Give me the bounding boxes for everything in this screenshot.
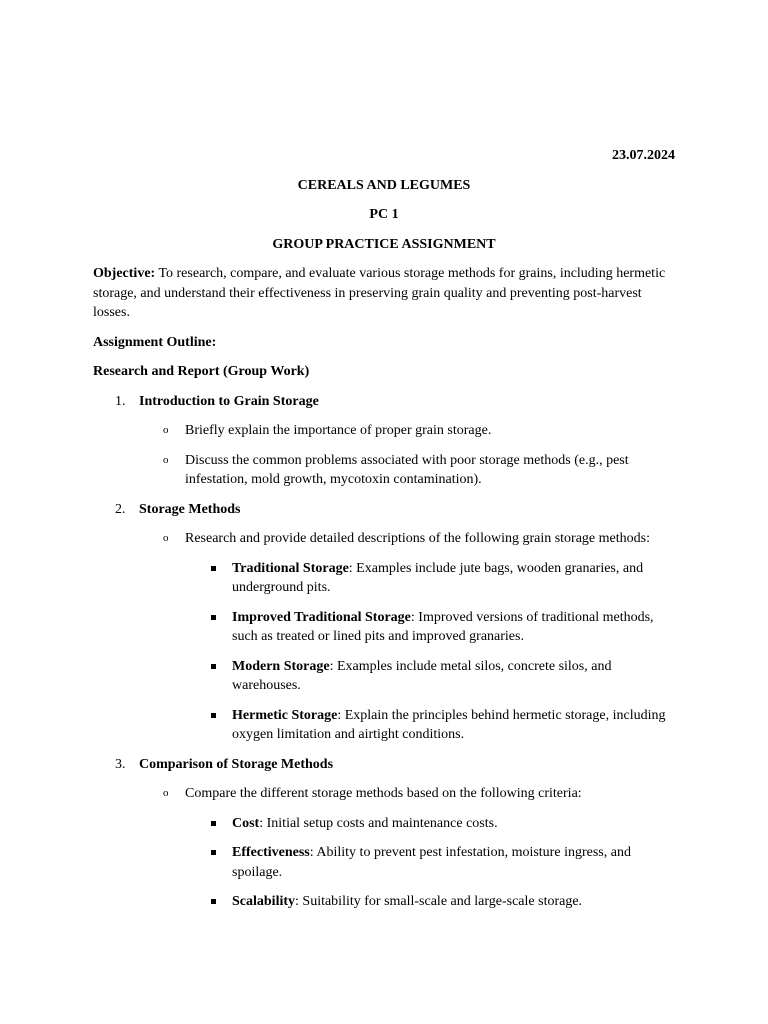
sub-item-term: Improved Traditional Storage [232,609,411,625]
filled-square-bullet-icon [211,615,216,620]
objective-text: To research, compare, and evaluate various storage methods for grains, including hermetic storage, and understand their effectiveness in preserving grain quality and preventing post-harvest losses. [93,266,666,320]
filled-square-bullet-icon [211,899,216,904]
bullet-text: Compare the different storage methods based on the following criteria: [185,786,582,801]
sub-item-text: : Improved versions of traditional methods, such as treated or lined pits and improved granaries. [232,609,654,644]
sub-list-item [93,559,675,598]
hollow-circle-bullet-icon: o [163,532,169,544]
sub-item-text: : Suitability for small-scale and large-scale storage. [295,894,583,909]
section-number: 1. [115,393,126,409]
hollow-circle-bullet-icon: o [163,453,169,466]
sub-item-text: : Explain the principles behind hermetic storage, including oxygen limitation and airtight conditions. [232,707,666,742]
sub-item-text: : Initial setup costs and maintenance costs. [259,815,498,831]
section-1-heading [93,392,675,412]
bullet-text: Research and provide detailed descriptions of the following grain storage methods: [185,531,650,546]
sub-item-term: Effectiveness [232,845,310,860]
section-2-heading [93,500,675,520]
section-title: Storage Methods [139,501,241,517]
filled-square-bullet-icon [211,821,216,826]
course-code: PC 1 [369,207,399,222]
section-number: 2. [115,501,126,517]
sub-item-term: Modern Storage [232,658,330,674]
list-item [93,784,675,804]
section-3-heading [93,755,675,775]
objective-paragraph [93,264,675,323]
sub-item-text: : Examples include jute bags, wooden granaries, and underground pits. [232,560,644,595]
document-page [93,146,675,922]
filled-square-bullet-icon [211,566,216,571]
section-title: Introduction to Grain Storage [139,393,319,409]
list-item [93,421,675,441]
sub-item-term: Cost [232,815,260,831]
sub-list-item [93,706,675,745]
sub-list-item [93,892,675,912]
sub-item-term: Traditional Storage [232,560,349,576]
sub-list-item [93,657,675,696]
sub-item-text: : Examples include metal silos, concrete silos, and warehouses. [232,658,612,693]
bullet-text: Discuss the common problems associated with poor storage methods (e.g., pest infestation, mold growth, mycotoxin contamination). [185,452,629,487]
document-date: 23.07.2024 [612,148,675,163]
assignment-title: GROUP PRACTICE ASSIGNMENT [272,236,496,252]
sub-item-term: Scalability [232,894,296,909]
section-number: 3. [115,756,126,772]
research-heading: Research and Report (Group Work) [93,364,310,379]
sub-item-text: : Ability to prevent pest infestation, moisture ingress, and spoilage. [232,845,631,880]
bullet-text: Briefly explain the importance of proper grain storage. [185,423,492,438]
list-item [93,451,675,490]
objective-label: Objective: [93,266,156,281]
course-title: CEREALS AND LEGUMES [297,177,471,193]
sub-list-item [93,814,675,834]
hollow-circle-bullet-icon: o [163,424,169,436]
filled-square-bullet-icon [211,850,216,855]
filled-square-bullet-icon [211,664,216,669]
hollow-circle-bullet-icon: o [163,787,169,799]
outline-heading: Assignment Outline: [93,334,217,350]
sub-list-item [93,608,675,647]
sub-list-item [93,843,675,882]
sub-item-term: Hermetic Storage [232,707,338,723]
list-item [93,529,675,549]
filled-square-bullet-icon [211,713,216,718]
section-title: Comparison of Storage Methods [139,756,334,772]
